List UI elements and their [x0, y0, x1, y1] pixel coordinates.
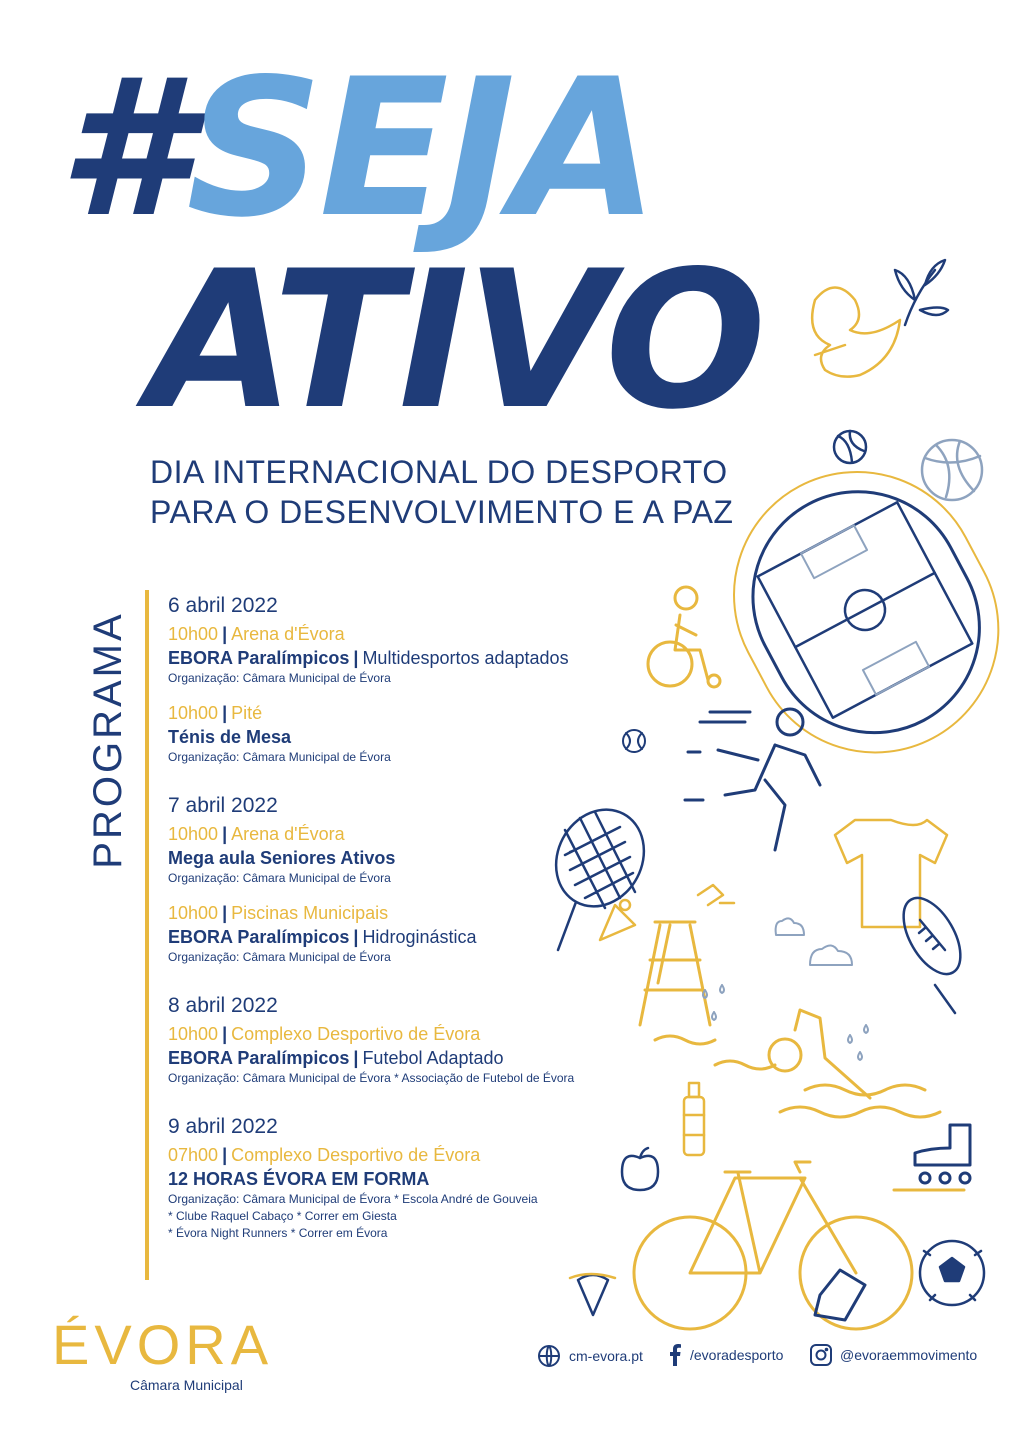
event-title-bold: EBORA Paralímpicos: [168, 1048, 350, 1068]
tennis-ball-icon: [623, 730, 645, 752]
programa-label: PROGRAMA: [86, 611, 130, 869]
event-title-rest: Hidroginástica: [362, 927, 477, 947]
rugby-ball-icon: [892, 889, 972, 1013]
sneaker-icon: [815, 1270, 865, 1320]
website-link[interactable]: [537, 1344, 643, 1368]
separator: |: [222, 1145, 228, 1165]
water-drops-icon: [703, 985, 868, 1060]
instagram-icon: [810, 1344, 832, 1366]
event-time: 10h00: [168, 1024, 219, 1044]
separator: |: [222, 824, 228, 844]
event-place: Complexo Desportivo de Évora: [231, 1024, 481, 1044]
event-place: Arena d'Évora: [231, 824, 345, 844]
runner-icon: [685, 709, 820, 850]
water-bottle-icon: [684, 1083, 704, 1155]
separator: |: [353, 1048, 359, 1068]
event-place: Arena d'Évora: [231, 624, 345, 644]
tennis-racket-icon: [540, 794, 661, 950]
event-organization: Organização: Câmara Municipal de Évora: [168, 950, 391, 964]
separator: |: [353, 927, 359, 947]
timeline-bar: [145, 590, 149, 1280]
event-title-bold: Ténis de Mesa: [168, 727, 292, 747]
event-time: 10h00: [168, 624, 219, 644]
hero-word-ativo: ATIVO: [148, 230, 763, 451]
tshirt-icon: [835, 820, 947, 927]
subtitle-line-1: DIA INTERNACIONAL DO DESPORTO: [150, 454, 728, 490]
olive-branch-icon: [895, 260, 948, 325]
event-organization: Organização: Câmara Municipal de Évora: [168, 750, 391, 764]
event-time: 10h00: [168, 703, 219, 723]
event-title-rest: Futebol Adaptado: [362, 1048, 504, 1068]
separator: |: [222, 624, 228, 644]
event-organization: Organização: Câmara Municipal de Évora: [168, 671, 391, 685]
dove-icon: [812, 288, 900, 377]
basketball-icon: [922, 440, 982, 500]
hero-word-seja: SEJA: [186, 38, 655, 259]
stadium-icon: [691, 429, 1024, 796]
event-title-rest: Multidesportos adaptados: [362, 648, 569, 668]
day-date: 9 abril 2022: [168, 1115, 278, 1138]
event-time: 10h00: [168, 824, 219, 844]
event-time: 10h00: [168, 903, 219, 923]
event-title-bold: EBORA Paralímpicos: [168, 648, 350, 668]
logo-subtitle: Câmara Municipal: [130, 1377, 243, 1393]
wheelchair-icon: [648, 587, 720, 687]
day-date: 6 abril 2022: [168, 594, 278, 617]
separator: |: [222, 703, 228, 723]
event-organization: Organização: Câmara Municipal de Évora: [168, 871, 391, 885]
facebook-icon: [668, 1344, 682, 1366]
evora-logo: [52, 1315, 272, 1393]
spinning-top-icon: [570, 1274, 615, 1315]
bicycle-icon: [634, 1162, 964, 1329]
event-place: Pité: [231, 703, 263, 723]
separator: |: [222, 903, 228, 923]
subtitle-line-2: PARA O DESENVOLVIMENTO E A PAZ: [150, 494, 734, 530]
diver-icon: [698, 885, 734, 905]
event-title-bold: 12 HORAS ÉVORA EM FORMA: [168, 1169, 430, 1189]
instagram-link[interactable]: [810, 1344, 977, 1366]
apple-icon: [622, 1148, 658, 1190]
event-organization: Organização: Câmara Municipal de Évora * Associação de Futebol de Évora: [168, 1071, 575, 1085]
event-place: Complexo Desportivo de Évora: [231, 1145, 481, 1165]
hero-line-seja: [58, 38, 655, 259]
separator: |: [353, 648, 359, 668]
event-title-bold: EBORA Paralímpicos: [168, 927, 350, 947]
soccer-ball-icon: [920, 1241, 984, 1305]
globe-icon: [537, 1344, 561, 1368]
swimmer-icon: [655, 1010, 940, 1117]
event-organization: Organização: Câmara Municipal de Évora * Escola André de Gouveia * Clube Raquel Cabaço * Correr em Giesta * Évora Night Runners * Correr em Évora: [168, 1192, 538, 1240]
rollerskate-icon: [915, 1125, 970, 1183]
volleyball-icon: [834, 431, 866, 463]
cloud-icon: [776, 918, 852, 965]
separator: |: [222, 1024, 228, 1044]
day-date: 7 abril 2022: [168, 794, 278, 817]
hashtag: #: [58, 38, 187, 259]
lifeguard-chair-icon: [640, 922, 710, 1025]
event-place: Piscinas Municipais: [231, 903, 389, 923]
day-date: 8 abril 2022: [168, 994, 278, 1017]
sports-illustration: [540, 255, 1024, 1335]
logo-word: ÉVORA: [52, 1313, 274, 1376]
instagram-text: @evoraemmovimento: [840, 1347, 978, 1363]
facebook-text: /evoradesporto: [690, 1347, 784, 1363]
website-text: cm-evora.pt: [569, 1348, 643, 1364]
event-time: 07h00: [168, 1145, 219, 1165]
facebook-link[interactable]: [668, 1344, 783, 1366]
event-title-bold: Mega aula Seniores Ativos: [168, 848, 396, 868]
